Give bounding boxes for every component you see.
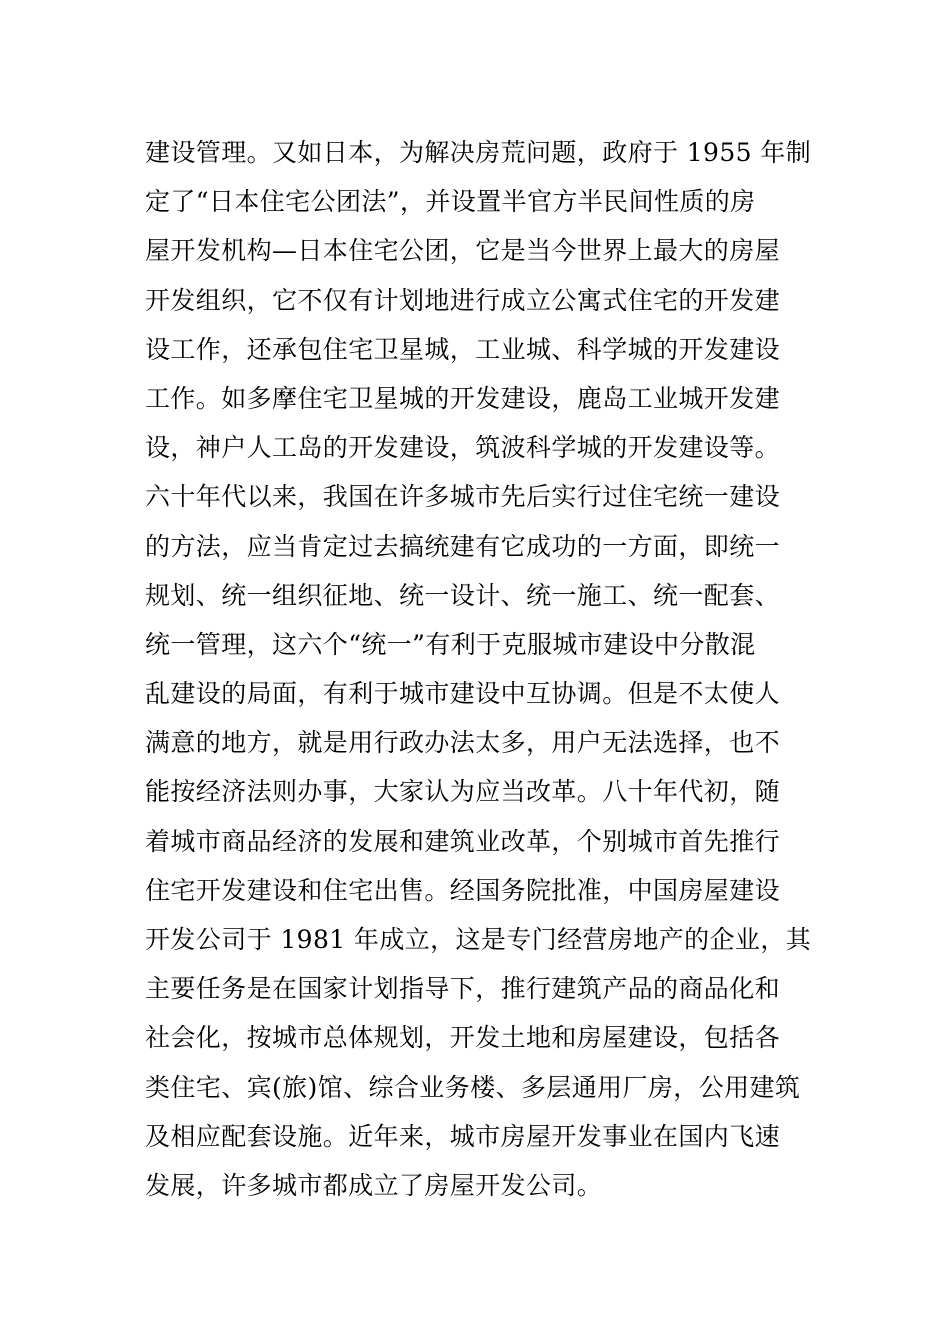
text-line: 统一管理，这六个“统一”有利于克服城市建设中分散混 xyxy=(145,629,756,659)
text-line: 开发组织，它不仅有计划地进行成立公寓式住宅的开发建 xyxy=(145,285,781,315)
text-line: 工作。如多摩住宅卫星城的开发建设，鹿岛工业城开发建 xyxy=(145,383,781,413)
text-line: 的方法，应当肯定过去搞统建有它成功的一方面，即统一 xyxy=(145,531,781,561)
text-line: 设工作，还承包住宅卫星城，工业城、科学城的开发建设 xyxy=(145,334,781,364)
text-line: 着城市商品经济的发展和建筑业改革，个别城市首先推行 xyxy=(145,826,781,856)
text-line: 发展，许多城市都成立了房屋开发公司。 xyxy=(145,1170,603,1200)
text-line: 六十年代以来，我国在许多城市先后实行过住宅统一建设 xyxy=(145,482,781,512)
text-line: 建设管理。又如日本，为解决房荒问题，政府于 1955 年制 xyxy=(145,138,812,167)
text-line: 设，神户人工岛的开发建设，筑波科学城的开发建设等。 xyxy=(145,433,781,463)
text-line: 定了“日本住宅公团法”，并设置半官方半民间性质的房 xyxy=(145,187,756,217)
text-line: 乱建设的局面，有利于城市建设中互协调。但是不太使人 xyxy=(145,679,781,709)
text-line: 主要任务是在国家计划指导下，推行建筑产品的商品化和 xyxy=(145,974,781,1004)
text-line: 住宅开发建设和住宅出售。经国务院批准，中国房屋建设 xyxy=(145,875,781,905)
text-line: 及相应配套设施。近年来，城市房屋开发事业在国内飞速 xyxy=(145,1121,781,1151)
text-line: 屋开发机构—日本住宅公团，它是当今世界上最大的房屋 xyxy=(145,236,781,266)
text-line: 类住宅、宾(旅)馆、综合业务楼、多层通用厂房，公用建筑 xyxy=(145,1072,801,1102)
text-line: 规划、统一组织征地、统一设计、统一施工、统一配套、 xyxy=(145,580,781,610)
text-line: 能按经济法则办事，大家认为应当改革。八十年代初，随 xyxy=(145,777,781,807)
text-line: 开发公司于 1981 年成立，这是专门经营房地产的企业，其 xyxy=(145,925,812,954)
text-line: 社会化，按城市总体规划，开发土地和房屋建设，包括各 xyxy=(145,1023,781,1053)
body-text xyxy=(145,128,815,1210)
text-line: 满意的地方，就是用行政办法太多，用户无法选择，也不 xyxy=(145,728,781,758)
